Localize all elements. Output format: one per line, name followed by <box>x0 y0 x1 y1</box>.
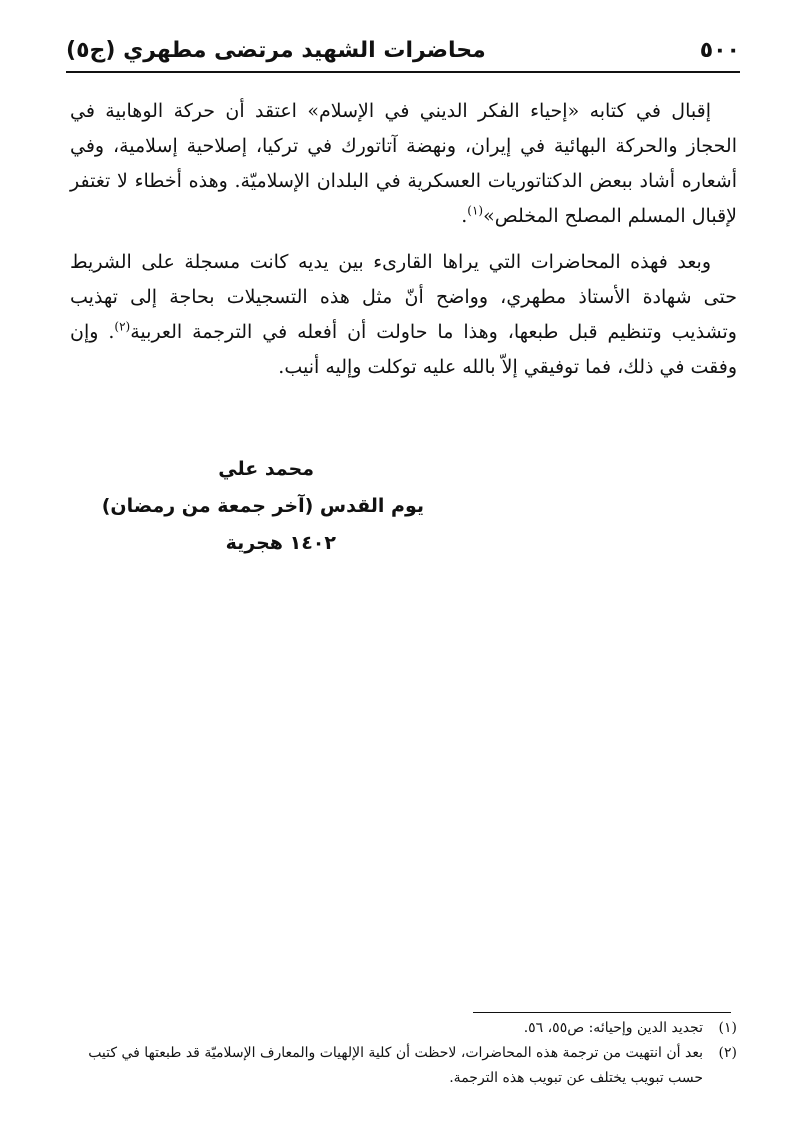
footnote-1-number: (١) <box>718 1020 737 1036</box>
footnote-2 <box>60 1041 737 1091</box>
signature-name: محمد علي <box>218 458 314 480</box>
paragraph-1-text: إقبال في كتابه «إحياء الفكر الديني في الإسلام» اعتقد أن حركة الوهابية في الحجاز والحركة البهائية في إيران، ونهضة آتاتورك في تركيا، إصلاحية إسلامية، وفي أشعاره أشاد ببعض الدكتاتوريات العسكرية في البلدان الإسلاميّة. وهذه أخطاء لا تغتفر لإقبال المسلم المصلح المخلص» <box>70 100 737 227</box>
footnote-ref-2: (٢) <box>114 319 131 334</box>
running-title: محاضرات الشهيد مرتضى مطهري (ج٥) <box>66 37 486 63</box>
paragraph-2 <box>70 245 737 385</box>
footnote-1 <box>60 1016 737 1041</box>
paragraph-2-text: وبعد فهذه المحاضرات التي يراها القارىء بين يديه كانت مسجلة على الشريط حتى شهادة الأستاذ مطهري، وواضح أنّ مثل هذه التسجيلات بحاجة إلى تهذيب وتشذيب وتنظيم قبل طبعها، وهذا ما حاولت أن أفعله في الترجمة العربية <box>70 251 737 343</box>
footnote-rule <box>473 1012 731 1013</box>
paragraph-2-end: . وإن وفقت في ذلك، فما توفيقي إلاّ بالله عليه توكلت وإليه أنيب. <box>70 321 737 378</box>
paragraph-1 <box>70 94 737 234</box>
signature-date: يوم القدس (آخر جمعة من رمضان) <box>101 495 424 517</box>
page-header <box>66 30 740 70</box>
footnote-1-text: تجديد الدين وإحيائه: ص٥٥، ٥٦. <box>523 1020 703 1036</box>
footnote-2-number: (٢) <box>718 1045 737 1061</box>
footnote-2-text: بعد أن انتهيت من ترجمة هذه المحاضرات، لاحظت أن كلية الإلهيات والمعارف الإسلاميّة قد طبعتها في كتيب حسب تبويب يختلف عن تبويب هذه الترجمة. <box>88 1045 703 1086</box>
signature-block <box>102 451 424 562</box>
signature-year: ١٤٠٢ هجرية <box>225 532 336 554</box>
paragraph-1-end: . <box>461 205 468 227</box>
body-text <box>70 94 737 385</box>
footnote-ref-1: (١) <box>467 203 484 218</box>
page-number: ٥٠٠ <box>699 37 740 63</box>
footnotes <box>60 1016 737 1091</box>
header-rule <box>66 71 740 73</box>
